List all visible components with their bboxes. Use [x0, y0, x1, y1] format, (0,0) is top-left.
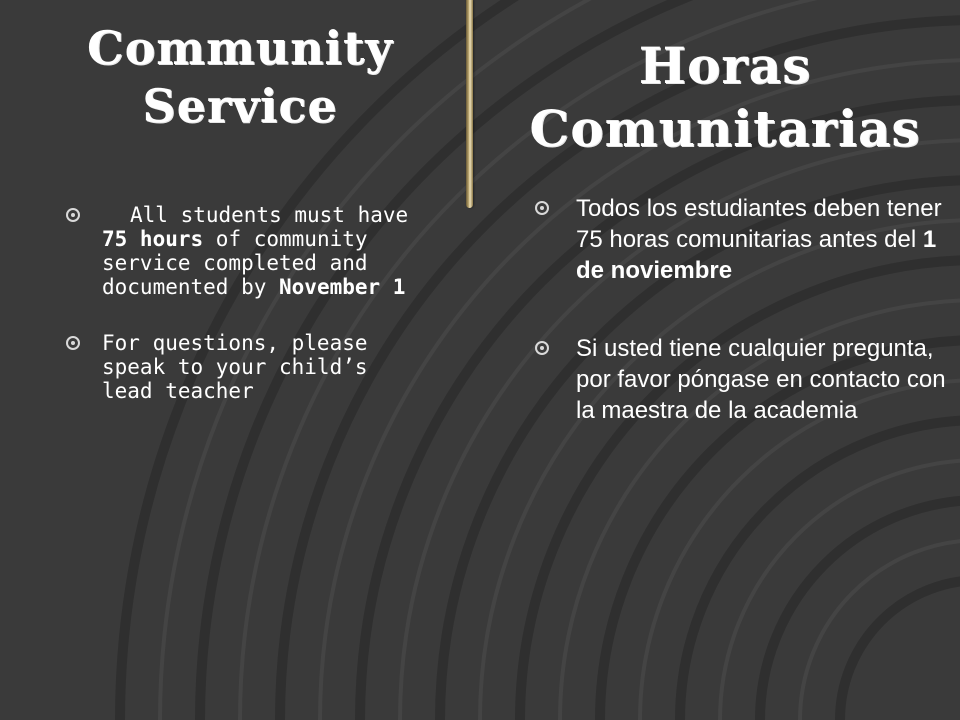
text-emphasis-hours: 75 hours — [102, 227, 204, 251]
bullet-text-preguntas: Si usted tiene cualquier pregunta, por favor póngase en contacto con la maestra de la academia — [576, 335, 946, 424]
title-right-line1: Horas — [638, 36, 812, 95]
title-horas-comunitarias — [490, 35, 960, 185]
list-item — [535, 193, 955, 286]
text-fragment: of community service completed and documented by — [102, 227, 368, 299]
text-emphasis-fecha: 1 de noviembre — [576, 226, 937, 284]
ring-bullet-icon — [66, 336, 80, 350]
spanish-bullet-list — [535, 193, 955, 426]
bullet-text-questions: For questions, please speak to your child’s lead teacher — [102, 331, 368, 403]
ring-bullet-icon — [535, 201, 549, 215]
gold-divider — [466, 0, 473, 208]
list-item — [66, 331, 426, 403]
title-community-service — [50, 20, 430, 170]
text-fragment: Todos los estudiantes deben tener 75 horas comunitarias antes del — [576, 195, 942, 253]
list-item — [66, 203, 426, 299]
title-left-line2: Service — [142, 78, 338, 133]
title-left-line1: Community — [87, 21, 393, 75]
text-emphasis-date: November 1 — [279, 275, 406, 299]
text-fragment: All students must have — [130, 203, 409, 227]
ring-bullet-icon — [535, 341, 549, 355]
list-item — [535, 333, 955, 426]
ring-bullet-icon — [66, 208, 80, 222]
english-bullet-list — [66, 203, 426, 403]
bullet-text-hours-requirement — [102, 203, 426, 299]
title-right-line2: Comunitarias — [529, 98, 921, 158]
bullet-text-requisito-horas — [576, 193, 955, 286]
